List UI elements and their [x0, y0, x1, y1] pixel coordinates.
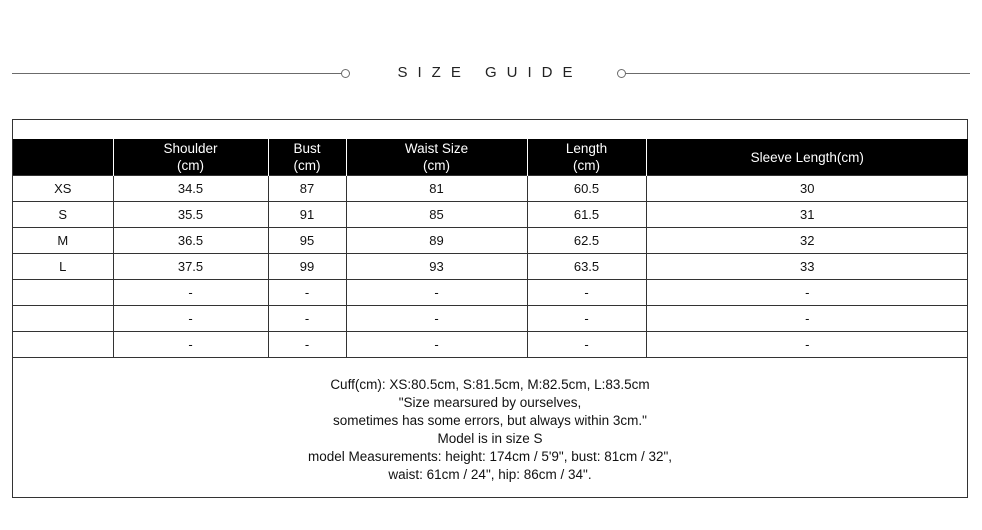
- title-divider-left: [12, 73, 342, 74]
- size-label-cell: [13, 280, 113, 306]
- measurement-cell: -: [646, 306, 968, 332]
- size-label-cell: M: [13, 228, 113, 254]
- measurement-cell: 33: [646, 254, 968, 280]
- column-header-unit: (cm): [423, 158, 450, 173]
- table-body: [13, 176, 968, 358]
- measurement-cell: 89: [346, 228, 527, 254]
- note-line: "Size mearsured by ourselves,: [398, 395, 582, 410]
- measurement-cell: 35.5: [113, 202, 268, 228]
- measurement-cell: -: [113, 280, 268, 306]
- size-label-cell: S: [13, 202, 113, 228]
- measurement-cell: 37.5: [113, 254, 268, 280]
- note-line: waist: 61cm / 24", hip: 86cm / 34".: [388, 467, 592, 482]
- size-label-cell: [13, 332, 113, 358]
- table-row: [13, 332, 968, 358]
- column-header-unit: (cm): [573, 158, 600, 173]
- column-header-unit: (cm): [293, 158, 321, 173]
- column-header-label: Length: [565, 141, 608, 156]
- size-guide-frame: [12, 119, 968, 498]
- table-row: [13, 176, 968, 202]
- measurement-cell: -: [646, 332, 968, 358]
- measurement-cell: 99: [268, 254, 346, 280]
- column-header: [646, 139, 968, 176]
- column-header-label: Shoulder: [163, 141, 218, 156]
- size-label-cell: XS: [13, 176, 113, 202]
- table-row: [13, 228, 968, 254]
- column-header: [527, 139, 646, 176]
- table-row: [13, 202, 968, 228]
- column-header: [113, 139, 268, 176]
- column-header-unit: (cm): [177, 158, 204, 173]
- title-row: [0, 62, 982, 86]
- measurement-cell: -: [346, 306, 527, 332]
- measurement-cell: 31: [646, 202, 968, 228]
- frame-top-strip: [13, 120, 967, 139]
- measurement-cell: -: [113, 306, 268, 332]
- measurement-cell: -: [527, 306, 646, 332]
- measurement-cell: 34.5: [113, 176, 268, 202]
- table-header-row: [13, 139, 968, 176]
- column-header: [346, 139, 527, 176]
- measurement-cell: 87: [268, 176, 346, 202]
- measurement-cell: 63.5: [527, 254, 646, 280]
- measurement-cell: -: [268, 280, 346, 306]
- note-line: model Measurements: height: 174cm / 5'9", bust: 81cm / 32",: [307, 449, 673, 464]
- size-table: [13, 139, 968, 358]
- measurement-cell: 36.5: [113, 228, 268, 254]
- table-row: [13, 306, 968, 332]
- measurement-cell: 91: [268, 202, 346, 228]
- measurement-cell: -: [268, 306, 346, 332]
- measurement-cell: -: [527, 280, 646, 306]
- column-header-label: Waist Size: [404, 141, 469, 156]
- column-header-label: Sleeve Length(cm): [750, 149, 864, 165]
- measurement-cell: 93: [346, 254, 527, 280]
- measurement-cell: -: [646, 280, 968, 306]
- measurement-cell: -: [346, 332, 527, 358]
- measurement-cell: 95: [268, 228, 346, 254]
- measurement-cell: 61.5: [527, 202, 646, 228]
- column-header: [13, 139, 113, 176]
- measurement-cell: -: [346, 280, 527, 306]
- size-notes: [13, 376, 967, 484]
- measurement-cell: 60.5: [527, 176, 646, 202]
- note-line: sometimes has some errors, but always within 3cm.": [333, 413, 647, 428]
- size-label-cell: L: [13, 254, 113, 280]
- measurement-cell: 32: [646, 228, 968, 254]
- table-row: [13, 280, 968, 306]
- column-header: [268, 139, 346, 176]
- column-header-label: Bust: [293, 141, 321, 156]
- note-line: Model is in size S: [437, 431, 543, 446]
- measurement-cell: 81: [346, 176, 527, 202]
- measurement-cell: 85: [346, 202, 527, 228]
- table-row: [13, 254, 968, 280]
- measurement-cell: 62.5: [527, 228, 646, 254]
- measurement-cell: 30: [646, 176, 968, 202]
- page-title: SIZE GUIDE: [397, 64, 583, 81]
- measurement-cell: -: [527, 332, 646, 358]
- measurement-cell: -: [268, 332, 346, 358]
- measurement-cell: -: [113, 332, 268, 358]
- title-dot-left: [341, 69, 350, 78]
- title-divider-right: [625, 73, 970, 74]
- note-line: Cuff(cm): XS:80.5cm, S:81.5cm, M:82.5cm, L:83.5cm: [330, 377, 650, 392]
- size-label-cell: [13, 306, 113, 332]
